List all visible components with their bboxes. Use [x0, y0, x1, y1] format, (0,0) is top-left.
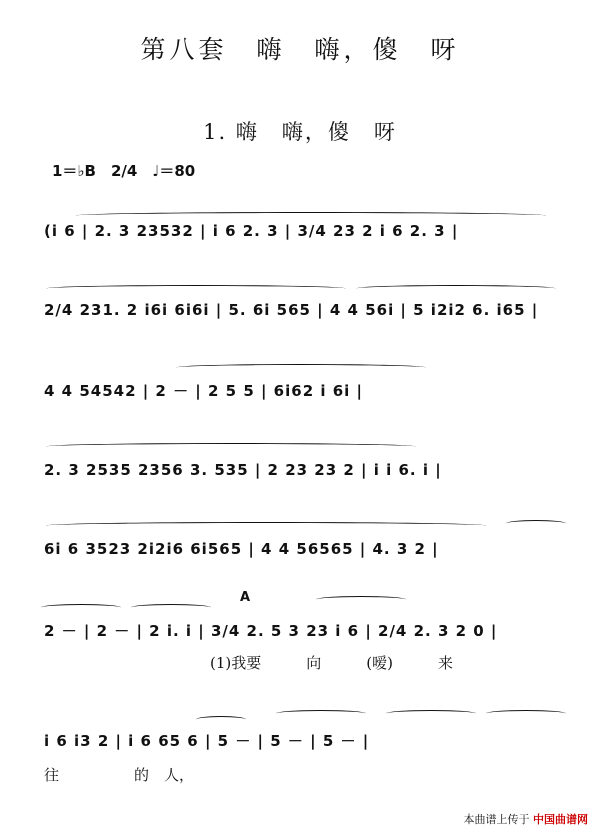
phrase-slur: [46, 522, 486, 529]
phrase-slur: [276, 710, 366, 717]
score-notes: 6i 6 3523 2i2i6 6i565 | 4 4 56565 | 4. 3 2 |: [44, 540, 439, 558]
phrase-slur: [176, 364, 426, 371]
score-row-4: [36, 453, 576, 483]
suite-title: 第八套 嗨 嗨，傻 呀: [140, 35, 460, 64]
phrase-slur: [506, 520, 566, 527]
phrase-slur: [46, 443, 416, 450]
song-title: 1. 嗨 嗨，傻 呀: [203, 120, 397, 144]
phrase-slur: [356, 285, 556, 292]
score-notes: 2/4 231. 2 i6i 6i6i | 5. 6i 565 | 4 4 56i | 5 i2i2 6. i65 |: [44, 301, 539, 319]
phrase-slur: [41, 604, 121, 611]
score-row-6: [36, 612, 576, 642]
phrase-slur: [196, 716, 246, 723]
score-notes: (i 6 | 2. 3 23532 | i 6 2. 3 | 3/4 23 2 i 6 2. 3 |: [44, 222, 459, 240]
phrase-slur: [76, 212, 546, 219]
score-row-7: [36, 722, 576, 752]
phrase-slur: [486, 710, 566, 717]
score-row-2: [36, 293, 576, 323]
lyrics-line: 往 的 人，: [44, 766, 195, 784]
score-notes: 2. 3 2535 2356 3. 535 | 2 23 23 2 | i i 6. i |: [44, 461, 442, 479]
phrase-slur: [316, 596, 406, 603]
phrase-slur: [131, 604, 211, 611]
lyrics-line: (1)我要 向 (嗳) 来: [210, 654, 453, 672]
score-notes: 4 4 54542 | 2 － | 2 5 5 | 6i62 i 6i |: [44, 382, 364, 400]
footer: [464, 811, 589, 827]
rehearsal-mark: A: [240, 590, 251, 605]
score-row-1: [36, 214, 576, 244]
score-row-3: [36, 372, 576, 402]
key-signature: 1＝♭B 2/4 ♩＝80: [52, 162, 196, 180]
phrase-slur: [386, 710, 476, 717]
score-row-5: [36, 532, 576, 562]
footer-upload-text: 本曲谱上传于: [463, 813, 530, 826]
site-brand-link[interactable]: 中国曲谱网: [533, 813, 588, 826]
score-notes: 2 － | 2 － | 2 i. i | 3/4 2. 5 3 23 i 6 | 2/4 2. 3 2 0 |: [44, 622, 498, 640]
phrase-slur: [46, 285, 346, 292]
score-notes: i 6 i3 2 | i 6 65 6 | 5 － | 5 － | 5 － |: [44, 732, 370, 750]
